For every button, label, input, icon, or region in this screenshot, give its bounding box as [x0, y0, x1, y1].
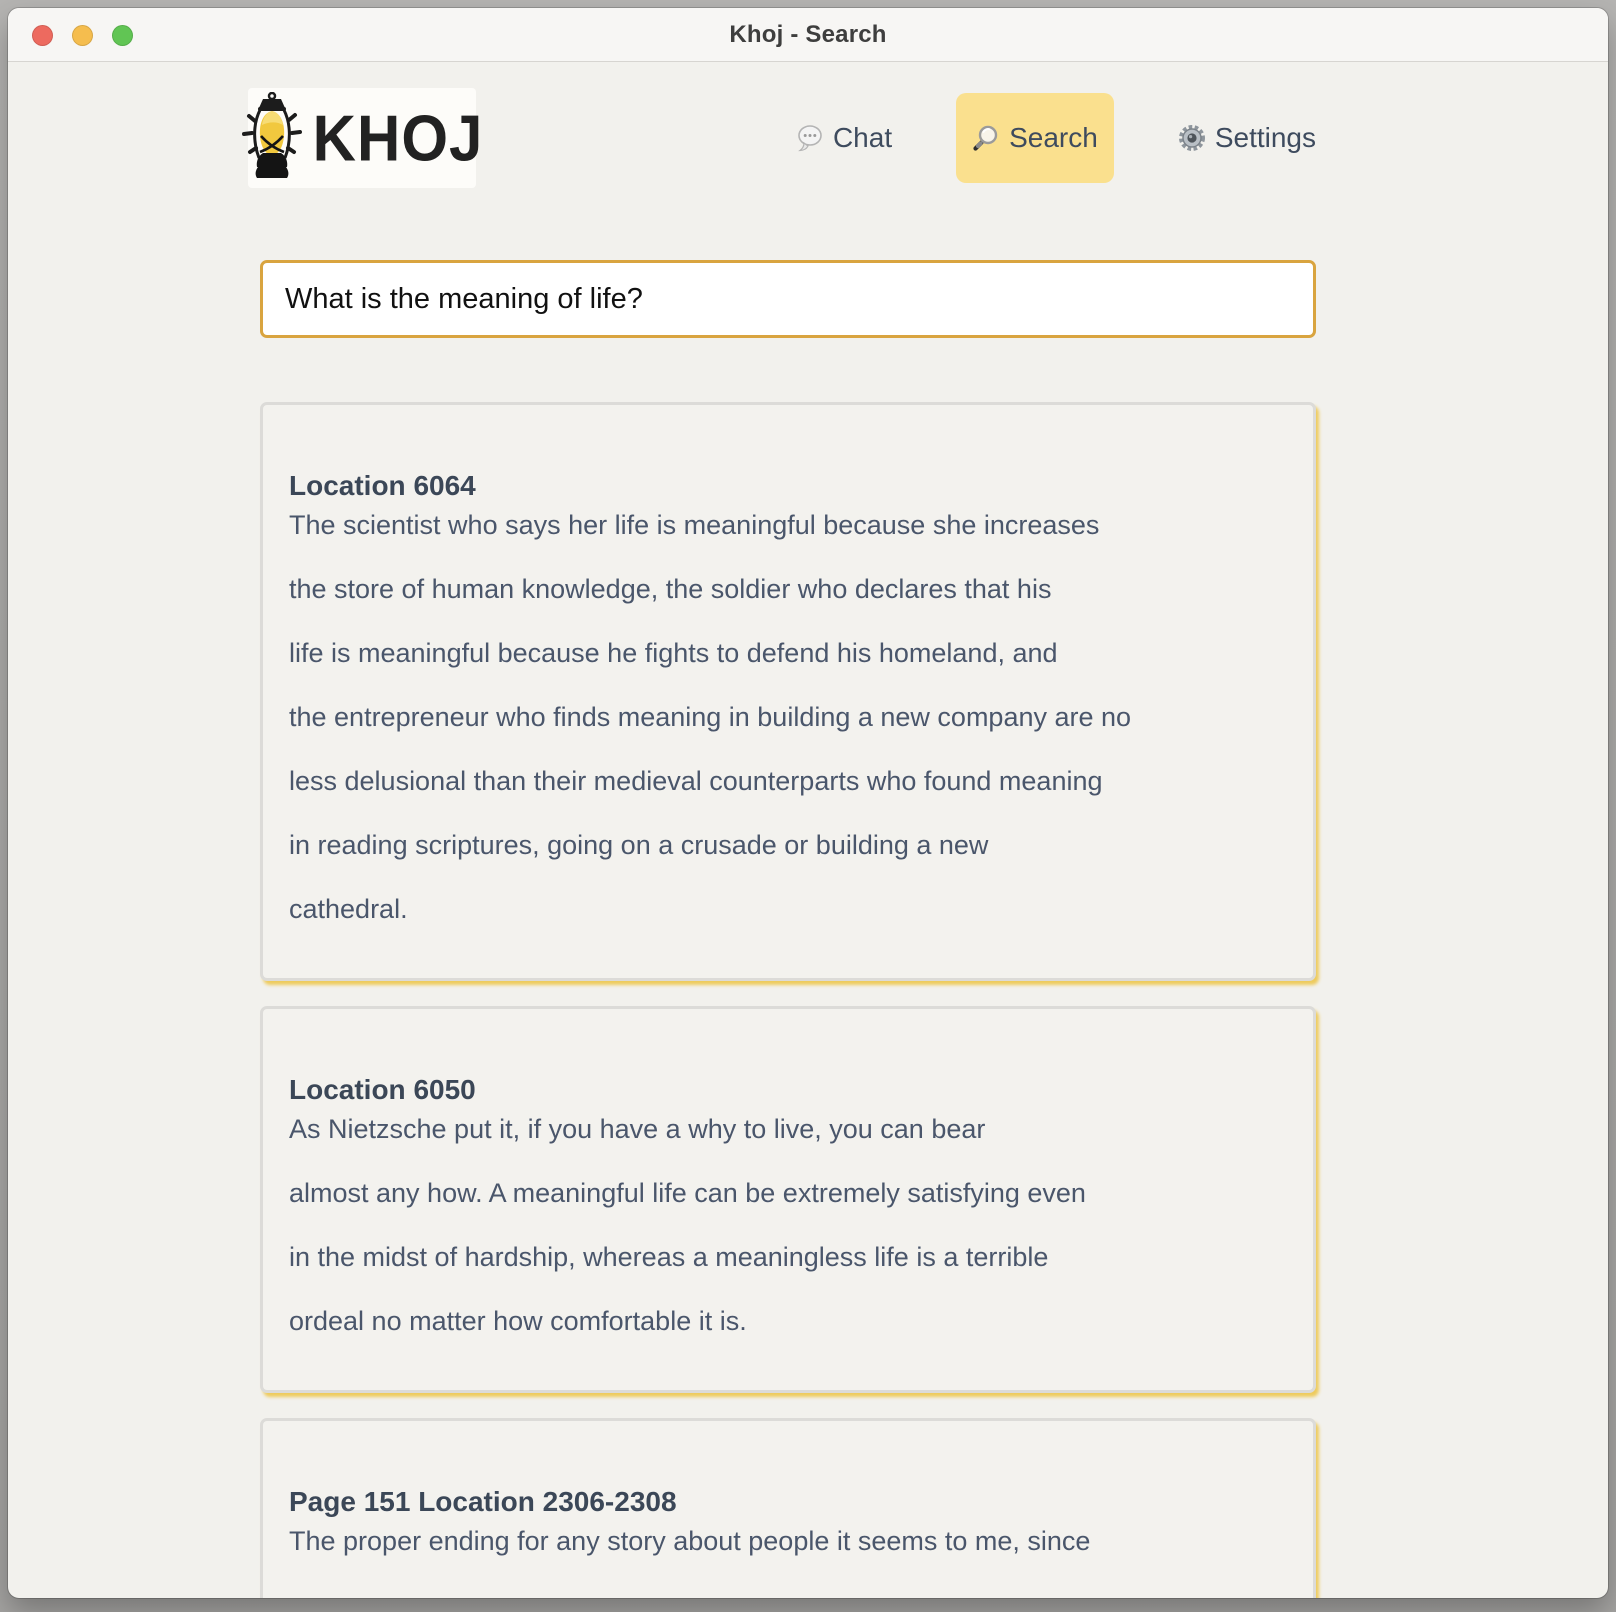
- result-text-line: The proper ending for any story about people it seems to me, since: [289, 1526, 1091, 1556]
- search-section: [260, 260, 1316, 338]
- result-text-line: ordeal no matter how comfortable it is.: [289, 1306, 747, 1336]
- result-heading: Page 151 Location 2306-2308: [289, 1486, 677, 1517]
- result-text-line: the store of human knowledge, the soldier who declares that his: [289, 574, 1052, 604]
- main-nav: [796, 93, 1316, 183]
- traffic-lights: [32, 8, 133, 62]
- result-text-line: less delusional than their medieval counterparts who found meaning: [289, 766, 1103, 796]
- title-bar: [8, 8, 1608, 62]
- speech-bubble-icon: [796, 124, 824, 152]
- result-heading: Location 6064: [289, 470, 476, 501]
- result-card: [260, 402, 1316, 981]
- result-text-line: the entrepreneur who finds meaning in building a new company are no: [289, 702, 1132, 732]
- nav-settings[interactable]: [1178, 122, 1316, 154]
- nav-search-label: Search: [1009, 122, 1098, 153]
- result-text-line: in reading scriptures, going on a crusade or building a new: [289, 830, 989, 860]
- zoom-button[interactable]: [112, 25, 133, 46]
- magnifying-glass-icon: [972, 124, 1000, 152]
- nav-search[interactable]: [956, 93, 1114, 183]
- result-text-line: As Nietzsche put it, if you have a why to live, you can bear: [289, 1114, 986, 1144]
- window-title: Khoj - Search: [729, 20, 887, 48]
- result-text-line: in the midst of hardship, whereas a meaningless life is a terrible: [289, 1242, 1049, 1272]
- app-window: [8, 8, 1608, 1598]
- khoj-logo: [248, 88, 484, 188]
- gear-icon: [1178, 124, 1206, 152]
- close-button[interactable]: [32, 25, 53, 46]
- search-input[interactable]: [260, 260, 1316, 338]
- app-header: [260, 88, 1316, 188]
- result-text-line: cathedral.: [289, 894, 408, 924]
- result-text-line: life is meaningful because he fights to defend his homeland, and: [289, 638, 1058, 668]
- result-text-line: almost any how. A meaningful life can be extremely satisfying even: [289, 1178, 1086, 1208]
- minimize-button[interactable]: [72, 25, 93, 46]
- results-list: [260, 402, 1316, 1598]
- nav-settings-label: Settings: [1214, 122, 1316, 153]
- nav-chat[interactable]: [796, 122, 892, 154]
- result-heading: Location 6050: [289, 1074, 476, 1105]
- brand-name: KHOJ: [312, 101, 484, 175]
- result-text-line: The scientist who says her life is meaningful because she increases: [289, 510, 1100, 540]
- nav-chat-label: Chat: [832, 122, 893, 153]
- lantern-icon: [241, 92, 303, 184]
- result-card: [260, 1418, 1316, 1598]
- result-card: [260, 1006, 1316, 1393]
